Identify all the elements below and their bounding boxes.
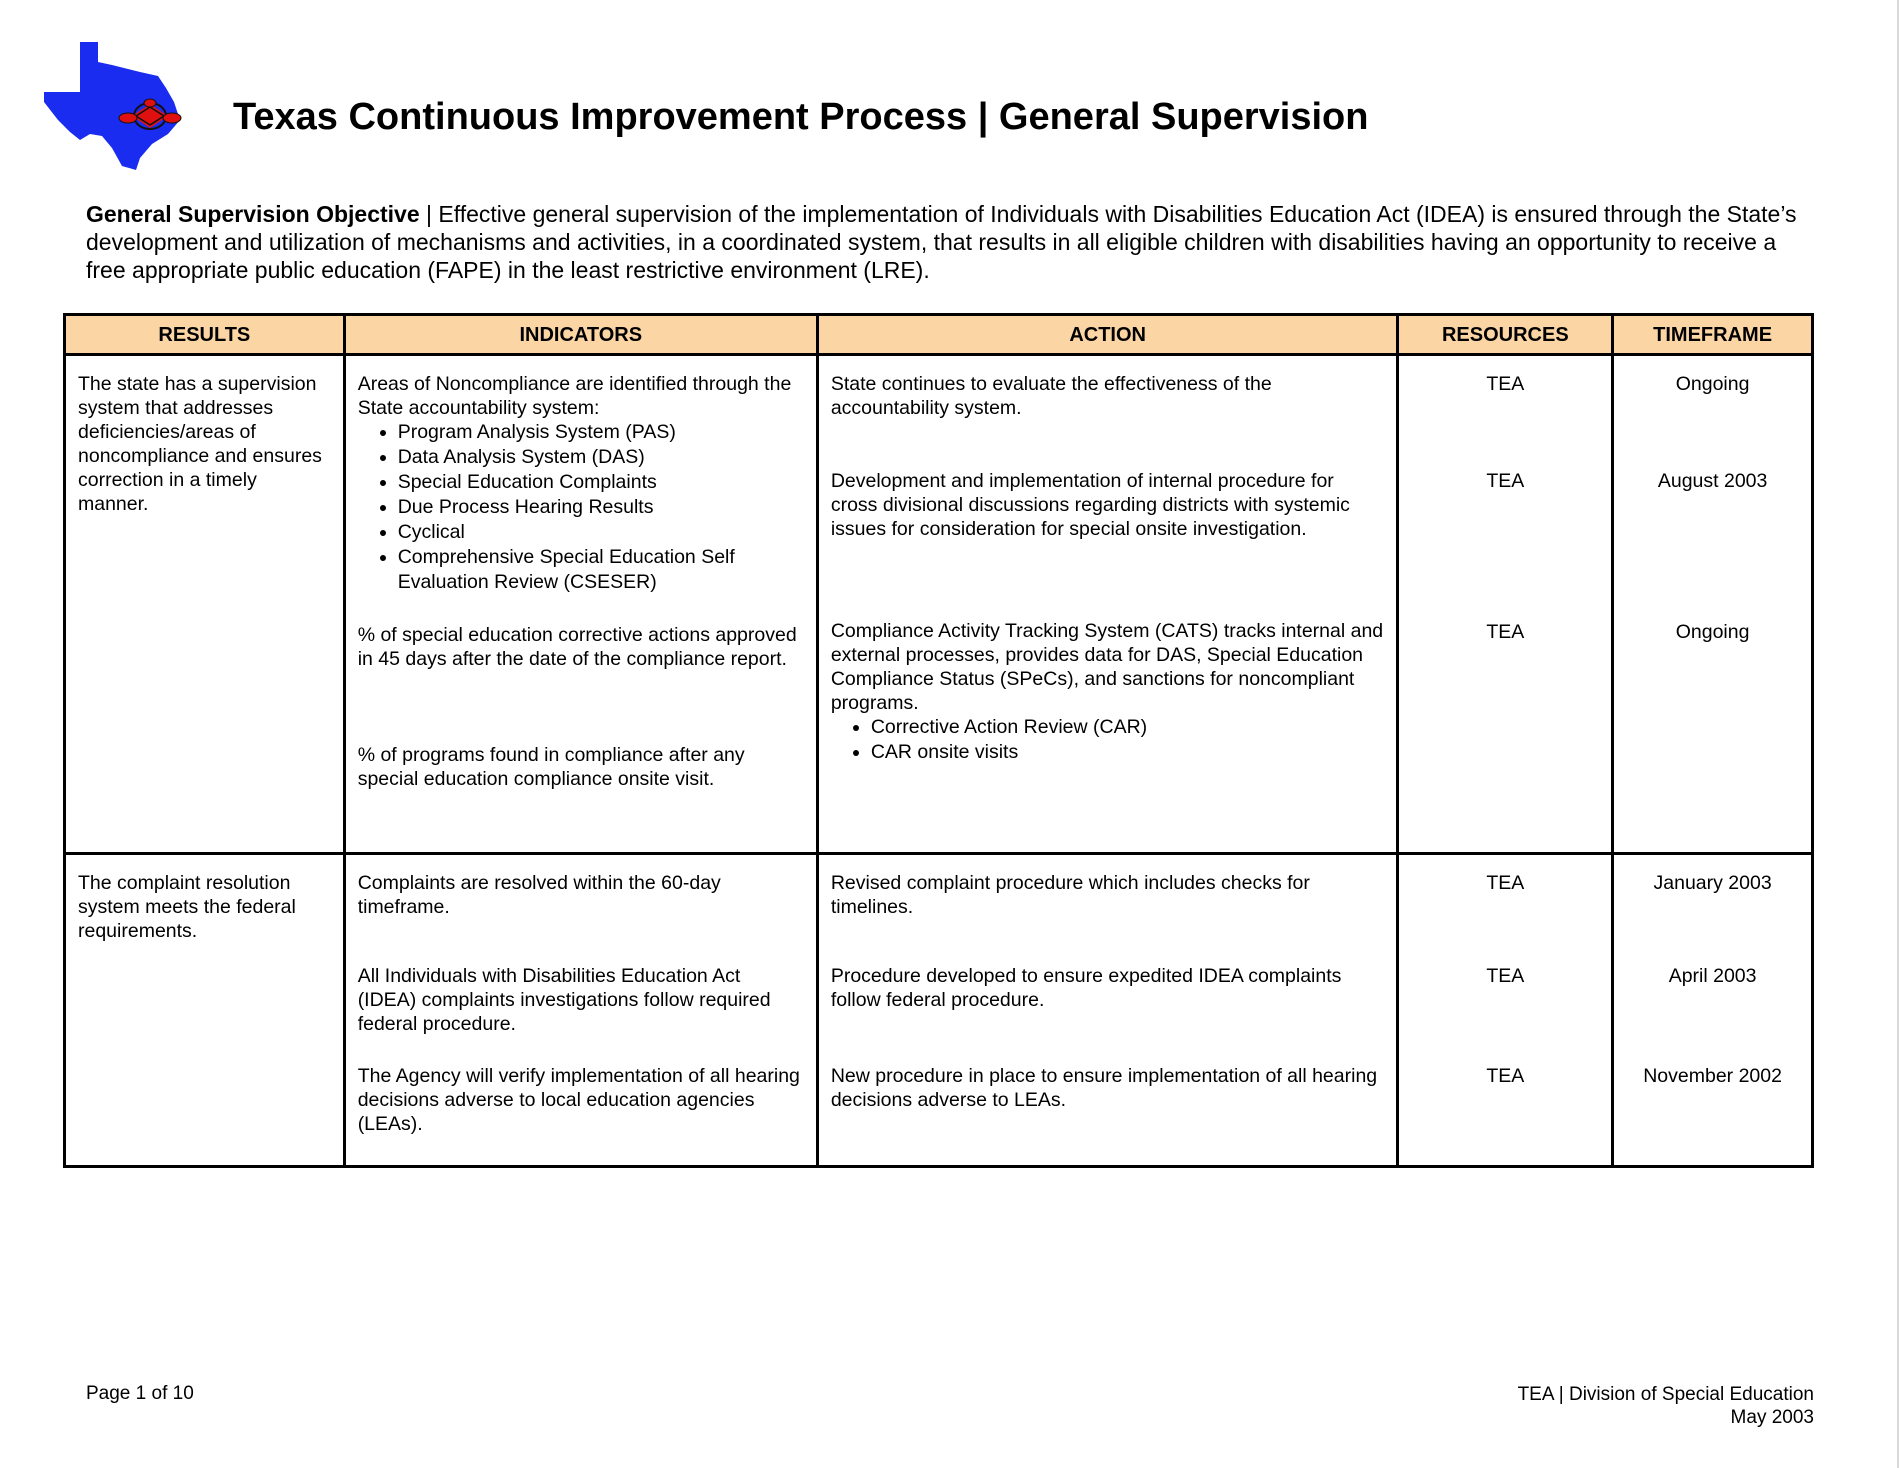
list-item: • Corrective Action Review (CAR) <box>871 715 1385 740</box>
result-text: The state has a supervision system that addresses deficiencies/areas of noncompliance and ensures correction in a timely manner. <box>78 373 322 515</box>
page-title: Texas Continuous Improvement Process | General Supervision <box>233 96 1369 138</box>
indicators-cell <box>344 854 817 1167</box>
indicators-cell <box>344 355 817 854</box>
timeframe-text: January 2003 <box>1653 872 1772 894</box>
action-text: New procedure in place to ensure implementation of all hearing decisions adverse to LEAs. <box>830 1065 1378 1111</box>
objective-paragraph <box>86 200 1816 284</box>
resource-text: TEA <box>1486 373 1525 395</box>
result-cell <box>65 355 345 854</box>
indicator-text: Areas of Noncompliance are identified through the State accountability system: <box>357 373 792 419</box>
list-item: • Special Education Complaints <box>398 470 804 495</box>
list-item: • Due Process Hearing Results <box>398 495 804 520</box>
action-bullet-list <box>831 715 1385 765</box>
action-text: Procedure developed to ensure expedited IDEA complaints follow federal procedure. <box>830 965 1342 1011</box>
texas-map-logo-icon <box>40 40 200 170</box>
action-text: State continues to evaluate the effectiveness of the accountability system. <box>830 373 1272 419</box>
result-text: The complaint resolution system meets the federal requirements. <box>78 872 296 942</box>
resource-text: TEA <box>1486 621 1525 643</box>
indicator-text: The Agency will verify implementation of all hearing decisions adverse to local education agencies (LEAs). <box>357 1065 800 1135</box>
col-header-timeframe: TIMEFRAME <box>1613 315 1813 355</box>
footer-org-block <box>1518 1383 1814 1429</box>
resource-text: TEA <box>1486 1065 1525 1087</box>
resource-text: TEA <box>1486 965 1525 987</box>
action-text: Revised complaint procedure which includes checks for timelines. <box>830 872 1310 918</box>
timeframe-text: August 2003 <box>1657 470 1768 492</box>
resources-cell <box>1398 355 1613 854</box>
timeframe-cell <box>1613 355 1813 854</box>
indicator-text: % of programs found in compliance after any special education compliance onsite visit. <box>357 744 745 790</box>
timeframe-text: April 2003 <box>1668 965 1757 987</box>
footer-org: TEA | Division of Special Education <box>1517 1384 1814 1405</box>
indicator-bullet-list <box>358 420 804 595</box>
action-cell <box>817 854 1398 1167</box>
list-item: • Data Analysis System (DAS) <box>398 445 804 470</box>
objective-label: General Supervision Objective <box>86 201 420 227</box>
resource-text: TEA <box>1486 872 1525 894</box>
indicator-text: Complaints are resolved within the 60-day timeframe. <box>357 872 721 918</box>
indicator-text: % of special education corrective actions approved in 45 days after the date of the compliance report. <box>357 624 797 670</box>
action-cell <box>817 355 1398 854</box>
table-header-row <box>65 315 1813 355</box>
list-item: • Cyclical <box>398 520 804 545</box>
timeframe-text: Ongoing <box>1675 621 1750 643</box>
resource-text: TEA <box>1486 470 1525 492</box>
table-row <box>65 854 1813 1167</box>
col-header-indicators: INDICATORS <box>344 315 817 355</box>
supervision-table <box>63 313 1814 1168</box>
page-number: Page 1 of 10 <box>86 1383 194 1404</box>
timeframe-cell <box>1613 854 1813 1167</box>
result-cell <box>65 854 345 1167</box>
list-item: • Comprehensive Special Education Self Evaluation Review (CSESER) <box>398 545 804 595</box>
list-item: • Program Analysis System (PAS) <box>398 420 804 445</box>
list-item: • CAR onsite visits <box>871 740 1385 765</box>
resources-cell <box>1398 854 1613 1167</box>
timeframe-text: November 2002 <box>1643 1065 1782 1087</box>
col-header-resources: RESOURCES <box>1398 315 1613 355</box>
footer-date: May 2003 <box>1730 1407 1814 1428</box>
indicator-text: All Individuals with Disabilities Education Act (IDEA) complaints investigations follow required federal procedure. <box>357 965 771 1035</box>
action-text: Compliance Activity Tracking System (CATS) tracks internal and external processes, provides data for DAS, Special Education Compliance Status (SPeCs), and sanctions for noncompliant programs. <box>830 620 1384 714</box>
objective-text: Effective general supervision of the implementation of Individuals with Disabilities Education Act (IDEA) is ensured through the State’s development and utilization of mechanisms and activities, in a coordinated system, that results in all eligible children with disabilities having an opportunity to receive a free appropriate public education (FAPE) in the least restrictive environment (LRE). <box>86 201 1797 283</box>
timeframe-text: Ongoing <box>1675 373 1750 395</box>
table-row <box>65 355 1813 854</box>
action-text: Development and implementation of internal procedure for cross divisional discussions regarding districts with systemic issues for consideration for special onsite investigation. <box>830 470 1350 540</box>
objective-separator: | <box>419 201 439 227</box>
col-header-results: RESULTS <box>65 315 345 355</box>
col-header-action: ACTION <box>817 315 1398 355</box>
